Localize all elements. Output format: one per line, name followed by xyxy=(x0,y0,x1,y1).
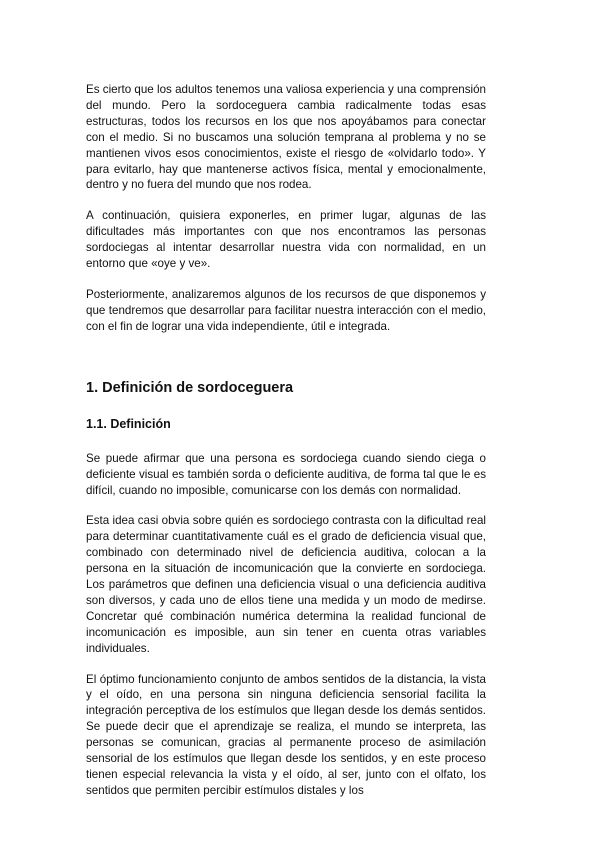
document-body xyxy=(86,82,486,799)
intro-paragraph-1: Es cierto que los adultos tenemos una valiosa experiencia y una comprensión del mundo. Pero la sordoceguera cambia radicalmente todas esas estructuras, todos los recursos en los que nos apoyábamos para conectar con el medio. Si no buscamos una solución temprana al problema y no se mantienen vivos esos conocimientos, existe el riesgo de «olvidarlo todo». Y para evitarlo, hay que mantenerse activos física, mental y emocionalmente, dentro y no fuera del mundo que nos rodea. xyxy=(86,83,486,192)
definition-paragraph-2: Esta idea casi obvia sobre quién es sordociego contrasta con la dificultad real para determinar cuantitativamente cuál es el grado de deficiencia visual que, combinado con determinado nivel de deficiencia auditiva, colocan a la persona en la situación de incomunicación que la convierte en sordociega. Los parámetros que definen una deficiencia visual o una deficiencia auditiva son diversos, y cada uno de ellos tiene una medida y un modo de medirse. Concretar qué combinación numérica determina la realidad funcional de incomunicación es imposible, aun sin tener en cuenta otras variables individuales. xyxy=(86,514,486,655)
intro-paragraph-2: A continuación, quisiera exponerles, en primer lugar, algunas de las dificultades más importantes con que nos encontramos las personas sordociegas al intentar desarrollar nuestra vida con normalidad, en un entorno que «oye y ve». xyxy=(86,209,486,271)
intro-paragraph-3: Posteriormente, analizaremos algunos de los recursos de que disponemos y que tendremos que desarrollar para facilitar nuestra interacción con el medio, con el fin de lograr una vida independiente, útil e integrada. xyxy=(86,287,486,333)
definition-paragraph-1: Se puede afirmar que una persona es sordociega cuando siendo ciega o deficiente visual es también sorda o deficiente auditiva, de forma tal que le es difícil, cuando no imposible, comunicarse con los demás con normalidad. xyxy=(86,451,486,497)
definition-paragraph-3: El óptimo funcionamiento conjunto de ambos sentidos de la distancia, la vista y el oído, en una persona sin ninguna deficiencia sensorial facilita la integración perceptiva de los estímulos que llegan desde los demás sentidos. Se puede decir que el aprendizaje se realiza, el mundo se interpreta, las personas se comunican, gracias al permanente proceso de asimilación sensorial de los estímulos que llegan desde los sentidos, y en este proceso tienen especial relevancia la vista y el oído, al ser, junto con el olfato, los sentidos que permiten percibir estímulos distales y los xyxy=(86,672,486,797)
subsection-heading: 1.1. Definición xyxy=(86,416,171,431)
section-heading: 1. Definición de sordoceguera xyxy=(86,379,294,396)
